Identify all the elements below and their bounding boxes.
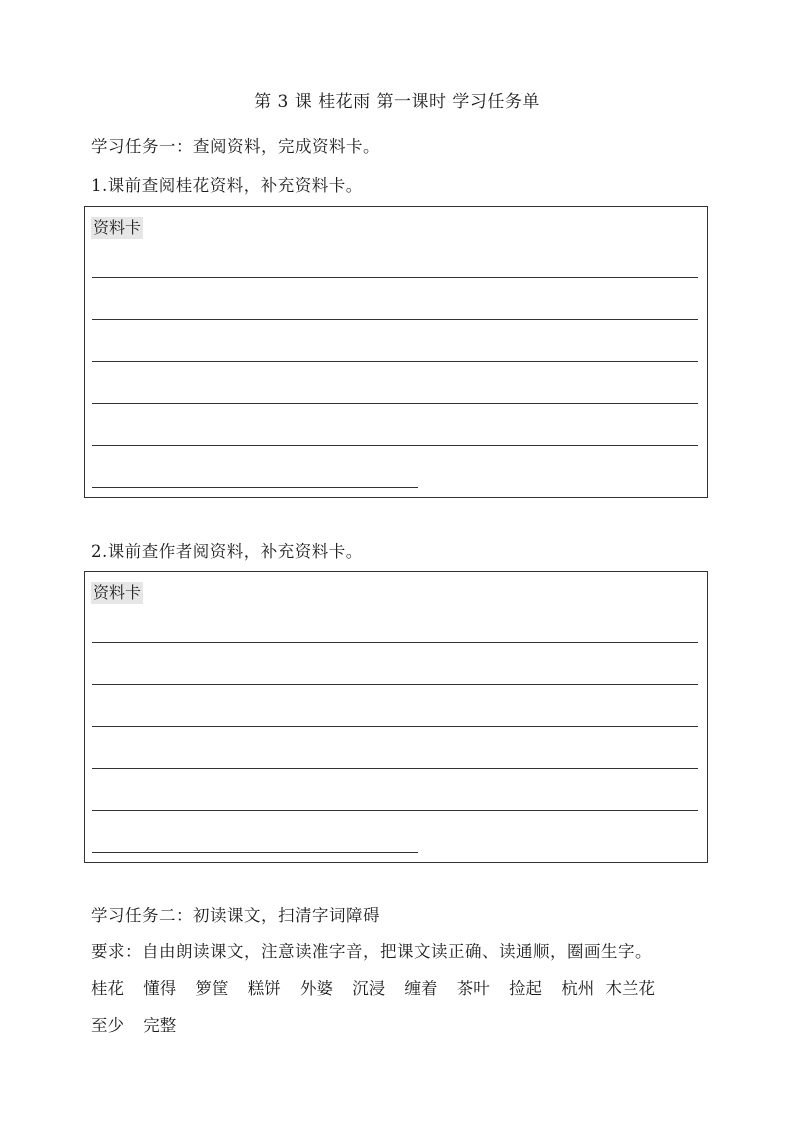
writing-line bbox=[92, 684, 698, 685]
vocab-row-1 bbox=[91, 975, 655, 999]
vocab-word: 桂花 bbox=[91, 979, 124, 998]
task1-question-1: 1.课前查阅桂花资料，补充资料卡。 bbox=[91, 176, 363, 195]
vocab-word: 至少 bbox=[91, 1016, 124, 1035]
vocab-word: 缠着 bbox=[404, 979, 438, 998]
vocab-word: 懂得 bbox=[143, 979, 177, 998]
vocab-word: 沉浸 bbox=[352, 979, 386, 998]
writing-line bbox=[92, 403, 698, 404]
info-card-label: 资料卡 bbox=[93, 583, 142, 602]
page-title: 第 3 课 桂花雨 第一课时 学习任务单 bbox=[254, 92, 540, 112]
task2-heading: 学习任务二：初读课文，扫清字词障碍 bbox=[91, 906, 380, 925]
vocab-word: 糕饼 bbox=[247, 979, 281, 998]
writing-line bbox=[92, 810, 698, 811]
task2-requirement: 要求：自由朗读课文，注意读准字音，把课文读正确、读通顺，圈画生字。 bbox=[91, 942, 652, 961]
info-card-label: 资料卡 bbox=[93, 218, 142, 237]
writing-line bbox=[92, 726, 698, 727]
info-card-1 bbox=[84, 206, 708, 498]
vocab-word: 完整 bbox=[143, 1016, 177, 1035]
writing-line bbox=[92, 852, 418, 853]
vocab-word: 茶叶 bbox=[456, 979, 490, 998]
writing-line bbox=[92, 277, 698, 278]
vocab-row-2 bbox=[91, 1012, 190, 1036]
writing-line bbox=[92, 319, 698, 320]
info-card-2 bbox=[84, 571, 708, 863]
writing-line bbox=[92, 768, 698, 769]
task1-question-2: 2.课前查作者阅资料，补充资料卡。 bbox=[91, 542, 363, 561]
task1-heading: 学习任务一：查阅资料，完成资料卡。 bbox=[91, 137, 380, 156]
vocab-word: 木兰花 bbox=[605, 979, 655, 998]
writing-line bbox=[92, 642, 698, 643]
writing-line bbox=[92, 361, 698, 362]
vocab-word: 外婆 bbox=[300, 979, 333, 998]
vocab-word: 杭州 bbox=[561, 979, 595, 998]
writing-line bbox=[92, 487, 418, 488]
vocab-word: 箩筐 bbox=[195, 979, 229, 998]
writing-line bbox=[92, 445, 698, 446]
vocab-word: 捡起 bbox=[509, 979, 542, 998]
